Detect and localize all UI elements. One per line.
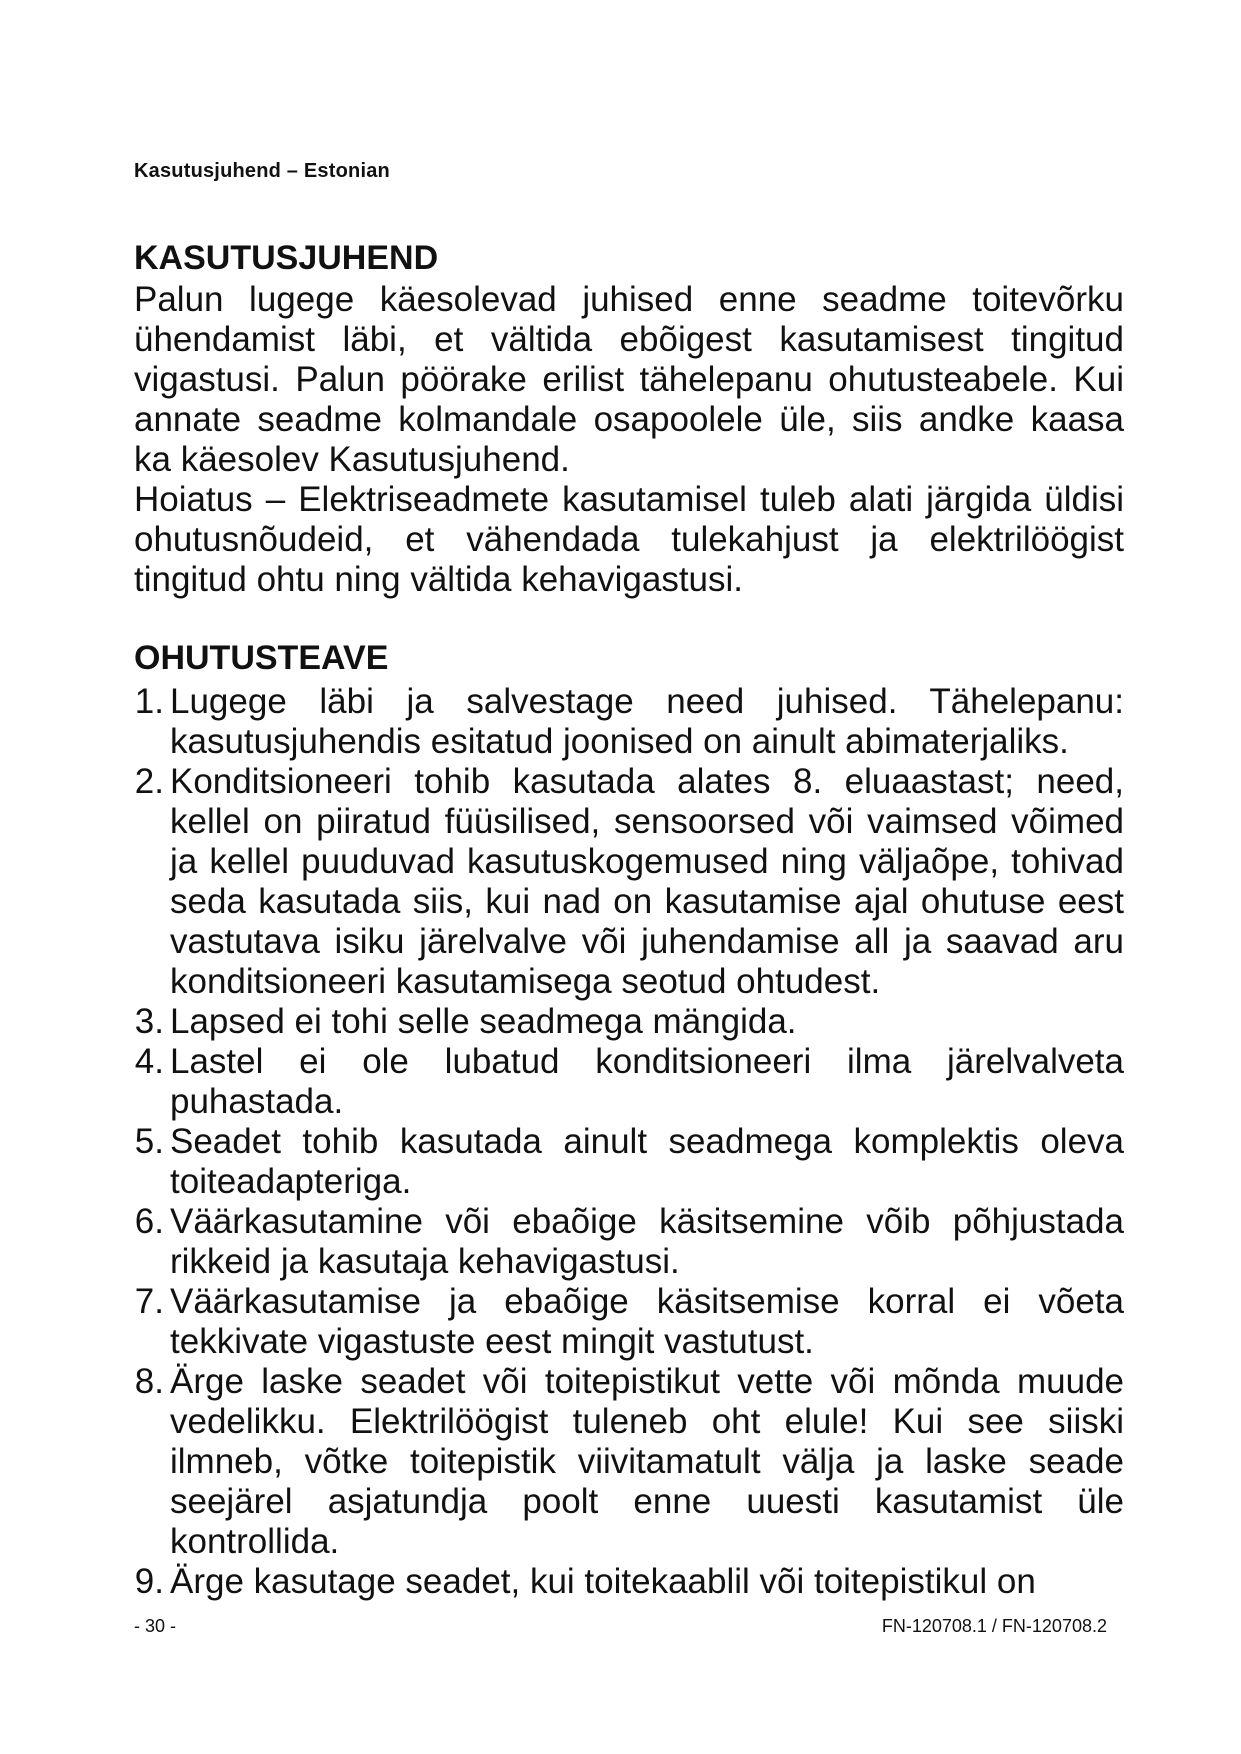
section-title-kasutusjuhend: KASUTUSJUHEND (134, 239, 439, 277)
list-item-text: Väärkasutamise ja ebaõige käsitsemise korral ei võeta tekkivate vigastuste eest mingit vastutust. (170, 1282, 1124, 1361)
model-number: FN-120708.1 / FN-120708.2 (881, 1616, 1107, 1636)
document-header-label: Kasutusjuhend – Estonian (134, 160, 390, 182)
list-item-text: Väärkasutamine või ebaõige käsitsemine võib põhjustada rikkeid ja kasutaja kehavigastusi. (170, 1202, 1124, 1281)
list-item-number: 8. (134, 1362, 164, 1401)
list-item-number: 1. (134, 682, 164, 721)
list-item (134, 1562, 1124, 1602)
page-number: - 30 - (134, 1616, 177, 1636)
list-item (134, 1122, 1124, 1202)
list-item-number: 9. (134, 1562, 164, 1601)
list-item-number: 6. (134, 1202, 164, 1241)
list-item-number: 4. (134, 1042, 164, 1081)
list-item (134, 1042, 1124, 1122)
list-item-text: Seadet tohib kasutada ainult seadmega komplektis oleva toiteadapteriga. (170, 1122, 1124, 1201)
list-item-number: 2. (134, 762, 164, 801)
list-item-text: Ärge laske seadet või toitepistikut vette või mõnda muude vedelikku. Elektrilöögist tuleneb oht elule! Kui see siiski ilmneb, võtke toitepistik viivitamatult välja ja laske seade seejärel asjatundja poolt enne uuesti kasutamist üle kontrollida. (170, 1362, 1124, 1561)
list-item-number: 5. (134, 1122, 164, 1161)
list-item-text: Lastel ei ole lubatud konditsioneeri ilma järelvalveta puhastada. (170, 1042, 1124, 1121)
list-item-text: Lugege läbi ja salvestage need juhised. Tähelepanu: kasutusjuhendis esitatud joonised on ainult abimaterjaliks. (170, 682, 1124, 761)
intro-paragraph: Palun lugege käesolevad juhised enne seadme toitevõrku ühendamist läbi, et vältida ebõigest kasutamisest tingitud vigastusi. Palun pöörake erilist tähelepanu ohutusteabele. Kui annate seadme kolmandale osapoolele üle, siis andke kaasa ka käesolev Kasutusjuhend. (134, 280, 1124, 479)
list-item-number: 3. (134, 1002, 164, 1041)
list-item (134, 1002, 1124, 1042)
safety-list (134, 682, 1124, 1602)
list-item (134, 1282, 1124, 1362)
list-item-text: Konditsioneeri tohib kasutada alates 8. eluaastast; need, kellel on piiratud füüsilised, sensoorsed või vaimsed võimed ja kellel puuduvad kasutuskogemused ning väljaõpe, tohivad seda kasutada siis, kui nad on kasutamise ajal ohutuse eest vastutava isiku järelvalve või juhendamise all ja saavad aru konditsioneeri kasutamisega seotud ohtudest. (170, 762, 1124, 1001)
warning-paragraph: Hoiatus – Elektriseadmete kasutamisel tuleb alati järgida üldisi ohutusnõudeid, et vähendada tulekahjust ja elektrilöögist tingitud ohtu ning vältida kehavigastusi. (134, 480, 1124, 599)
list-item-text: Ärge kasutage seadet, kui toitekaablil või toitepistikul on (170, 1562, 1036, 1601)
list-item-text: Lapsed ei tohi selle seadmega mängida. (170, 1002, 797, 1041)
list-item (134, 1202, 1124, 1282)
list-item (134, 762, 1124, 1002)
document-body (134, 236, 1124, 1602)
section-title-ohutusteave: OHUTUSTEAVE (134, 639, 389, 677)
list-item (134, 1362, 1124, 1562)
list-item (134, 682, 1124, 762)
list-item-number: 7. (134, 1282, 164, 1321)
